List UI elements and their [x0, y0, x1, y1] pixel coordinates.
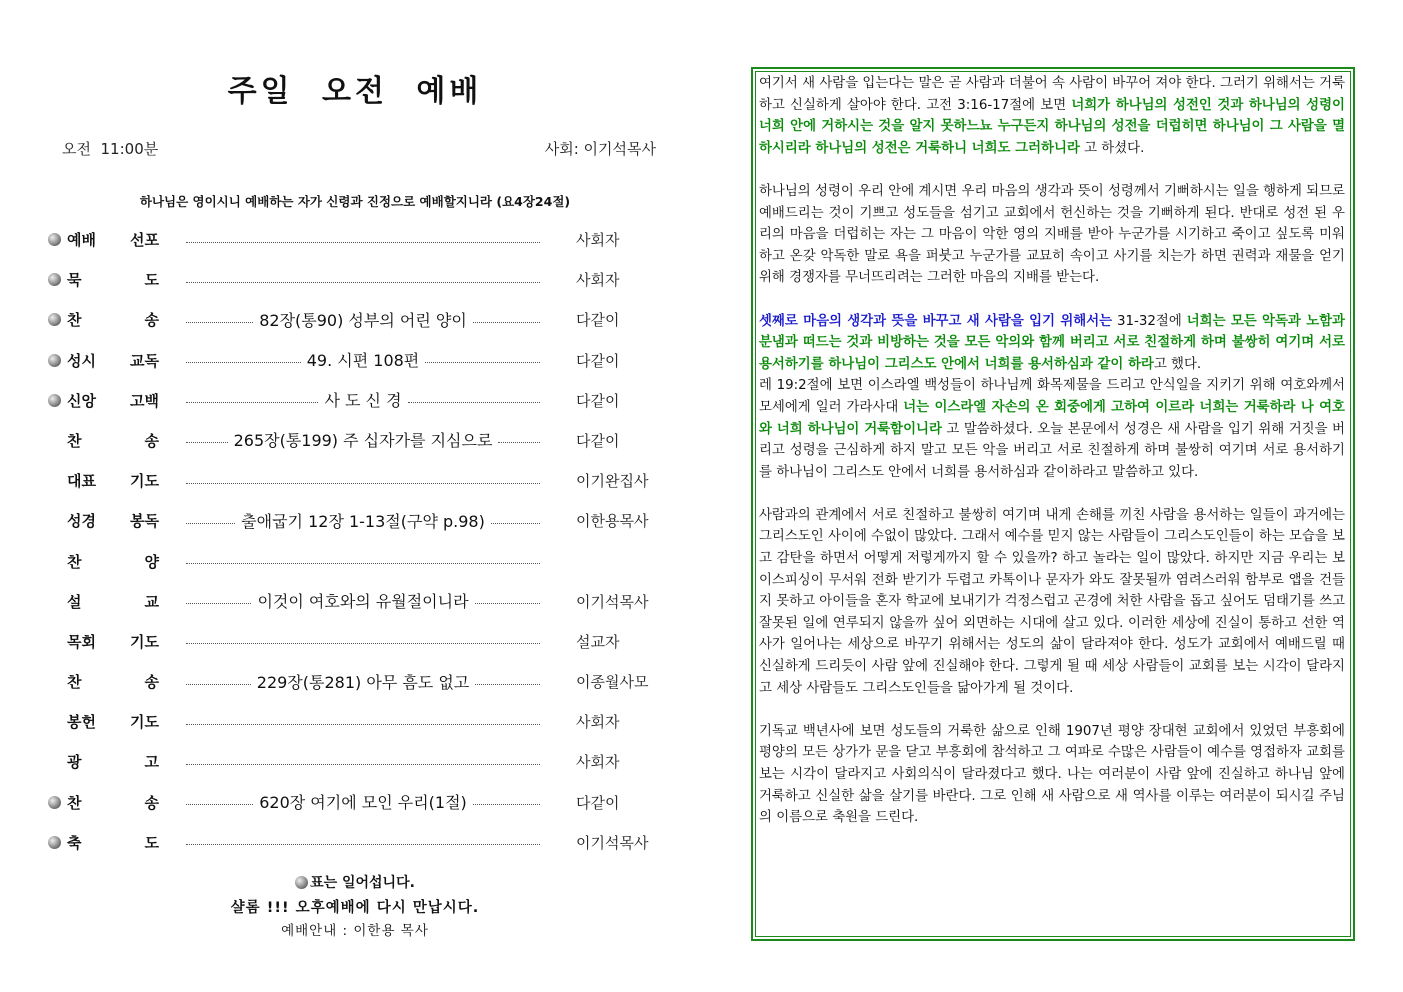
- order-item-name: 광 고: [67, 753, 159, 772]
- sermon-run: 고 말씀하셨다. 오늘 본문에서 성경은 새 사람을 입기 위해 거짓을 버리고 성령을 근심하게 하지 말고 모든 악을 버리고 서로 친절하게 하며 불쌍히 여기며 서로 용서하기를 하나님이 그리스도 안에서 너희를 용서하심과 같이하라고 말씀하고 있다.: [759, 421, 1345, 480]
- order-item-name: 신앙 고백: [67, 391, 159, 410]
- order-item: [40, 825, 670, 865]
- dotted-leader: [186, 844, 540, 845]
- sermon-run: 고 하셨다.: [1079, 140, 1145, 156]
- order-item-name: 성경 봉독: [67, 512, 159, 531]
- order-item-leader-line: [186, 548, 540, 574]
- order-item-person: 사회자: [576, 271, 620, 290]
- sermon-panel: [751, 67, 1355, 941]
- standing-bullet-icon: [48, 836, 61, 849]
- order-item-leader-line: [186, 748, 540, 774]
- order-item: [40, 785, 670, 825]
- dotted-leader: [186, 643, 540, 644]
- order-item: [40, 463, 670, 503]
- order-item-name: 목회 기도: [67, 632, 159, 651]
- standing-bullet-icon: [48, 796, 61, 809]
- order-item-leader-line: [186, 387, 540, 413]
- order-item-leader-line: [186, 347, 540, 373]
- dotted-leader: [186, 523, 235, 524]
- order-item-content: 82장(통90) 성부의 어린 양이: [259, 310, 467, 330]
- order-item-name: 대표 기도: [67, 472, 159, 491]
- paragraph-gap: [759, 289, 1345, 311]
- order-item-content: 49. 시편 108편: [306, 351, 420, 371]
- dotted-leader: [475, 603, 540, 604]
- service-meta: [62, 138, 662, 160]
- order-item-name: 봉헌 기도: [67, 713, 159, 732]
- dotted-leader: [186, 563, 540, 564]
- dotted-leader: [186, 242, 540, 243]
- sermon-paragraph-2: [759, 181, 1345, 289]
- standing-bullet-icon: [295, 876, 308, 889]
- order-item-leader-line: [186, 829, 540, 855]
- order-item: [40, 624, 670, 664]
- service-footer: [40, 872, 670, 939]
- stand-note: [40, 872, 670, 892]
- order-item: [40, 423, 670, 463]
- order-item: [40, 262, 670, 302]
- sermon-paragraph-1: [759, 73, 1345, 159]
- dotted-leader: [186, 362, 301, 363]
- scripture-quote: 너희가 하나님의 성전인 것과 하나님의 성령이 너희 안에 거하시는 것을 알지 못하느뇨 누구든지 하나님의 성전을 더럽히면 하나님이 그 사람을 멸하시리라 하나님의 성전은 거룩하니 너희도 그러하니라: [759, 97, 1345, 156]
- dotted-leader: [425, 362, 540, 363]
- order-item-leader-line: [186, 266, 540, 292]
- order-item-name: 축 도: [67, 833, 159, 852]
- dotted-leader: [473, 804, 540, 805]
- service-guide: 예배안내 : 이한용 목사: [281, 923, 429, 939]
- service-presider: 사회: 이기석목사: [544, 140, 656, 158]
- order-item: [40, 343, 670, 383]
- standing-bullet-icon: [48, 273, 61, 286]
- order-item-name: 성시 교독: [67, 351, 159, 370]
- order-item-leader-line: [186, 708, 540, 734]
- sermon-text: [759, 73, 1345, 829]
- dotted-leader: [186, 764, 540, 765]
- paragraph-gap: [759, 483, 1345, 505]
- order-item-person: 사회자: [576, 231, 620, 249]
- dotted-leader: [475, 684, 540, 685]
- sermon-paragraph-3: [759, 311, 1345, 376]
- sermon-run: 하나님의 성령이 우리 안에 계시면 우리 마음의 생각과 뜻이 성령께서 기뻐하시는 일을 행하게 되므로 예배드리는 것이 기쁘고 성도들을 섬기고 교회에서 헌신하는 것을 기뻐하게 된다. 반대로 성전 된 우리의 마음을 더럽히는 자는 그 마음이 악한 영의 지배를 받아 누군가를 시기하고 죽이고 싶도록 미워하고 온갖 악독한 말로 욕을 퍼붓고 누군가를 교묘히 속이고 사기를 치는가 하면 권력과 재물을 얻기 위해 경쟁자를 무너뜨리려는 그러한 마음의 지배를 받는다.: [759, 183, 1345, 286]
- sermon-run: 사람과의 관계에서 서로 친절하고 불쌍히 여기며 내게 손해를 끼친 사람을 용서하는 일들이 과거에는 그리스도인 사이에 수없이 많았다. 그래서 예수를 믿지 않는 사람들이 그리스도인들이 하는 모습을 보고 감탄을 하면서 어떻게 저렇게까지 할 수 있을까? 하고 놀라는 일이 많았다. 하지만 지금 우리는 보이스피싱이 무서워 전화 받기가 두렵고 카톡이나 문자가 와도 잘못될까 염려스러워 함부로 앱을 건들지 못하고 아이들을 혼자 학교에 보내기가 걱정스럽고 곤경에 처한 사람을 돕고 싶어도 덤태기를 쓰고 잘못된 일에 연루되지 않을까 싶어 외면하는 시대에 살고 있다. 이러한 세상에 진실이 통하고 선한 역사가 일어나는 세상으로 바꾸기 위해서는 성도의 삶이 달라져야 한다. 성도가 교회에서 예배드릴 때 신실하게 드리듯이 사람 앞에 진실해야 한다. 그렇게 될 때 세상 사람들이 교회를 보는 시각이 달라지고 세상 사람들도 그리스도인들을 닮아가게 될 것이다.: [759, 507, 1345, 696]
- order-item: [40, 222, 670, 262]
- order-item-content: 사 도 신 경: [324, 391, 402, 411]
- order-item-leader-line: [186, 507, 540, 533]
- order-item: [40, 503, 670, 543]
- order-item-content: 620장 여기에 모인 우리(1절): [259, 793, 467, 813]
- order-item-person: 다같이: [576, 431, 620, 450]
- order-item-name: 예배 선포: [67, 231, 159, 249]
- order-item-leader-line: [186, 226, 540, 252]
- service-time: 오전 11:00분: [62, 140, 159, 158]
- theme-verse: 하나님은 영이시니 예배하는 자가 신령과 진정으로 예배할지니라 (요4장24절): [139, 194, 571, 209]
- order-item-leader-line: [186, 588, 540, 614]
- standing-bullet-icon: [48, 233, 61, 246]
- dotted-leader: [186, 724, 540, 725]
- order-list: [40, 222, 670, 865]
- dotted-leader: [186, 402, 318, 403]
- standing-bullet-icon: [48, 394, 61, 407]
- order-item: [40, 302, 670, 342]
- order-item-person: 다같이: [576, 793, 620, 812]
- scripture-quote: 너희는 모든 악독과 노함과 분냄과 떠드는 것과 비방하는 것을 모든 악의와 함께 버리고 서로 친절하게 하며 불쌍히 여기며 서로 용서하기를 하나님이 그리스도 안에서 너희를 용서하심과 같이 하라: [759, 313, 1345, 372]
- order-item-name: 묵 도: [67, 271, 159, 290]
- order-item-name: 찬 송: [67, 431, 159, 450]
- order-item-leader-line: [186, 306, 540, 332]
- order-item: [40, 704, 670, 744]
- order-item-content: 229장(통281) 아무 흠도 없고: [256, 672, 470, 692]
- order-item-person: 이한용목사: [576, 512, 649, 531]
- dotted-leader: [498, 442, 540, 443]
- order-item-leader-line: [186, 628, 540, 654]
- order-item-leader-line: [186, 668, 540, 694]
- order-item-name: 찬 송: [67, 311, 159, 330]
- order-item-name: 설 교: [67, 592, 159, 611]
- page-title: 주일 오전 예배: [227, 74, 483, 109]
- order-item-person: 이기완집사: [576, 472, 649, 491]
- dotted-leader: [491, 523, 540, 524]
- order-item-leader-line: [186, 789, 540, 815]
- order-item-name: 찬 양: [67, 552, 159, 571]
- order-of-service: [40, 60, 670, 940]
- order-item-content: 출애굽기 12장 1-13절(구약 p.98): [241, 511, 485, 531]
- order-item-person: 다같이: [576, 391, 620, 410]
- sermon-point: 셋째로 마음의 생각과 뜻을 바꾸고 새 사람을 입기 위해서는: [759, 313, 1113, 329]
- dotted-leader: [473, 322, 540, 323]
- dotted-leader: [408, 402, 540, 403]
- sermon-paragraph-5: [759, 505, 1345, 699]
- order-item: [40, 664, 670, 704]
- sermon-run: 31-32절에: [1112, 313, 1187, 329]
- dotted-leader: [186, 684, 251, 685]
- dotted-leader: [186, 804, 253, 805]
- order-item-leader-line: [186, 467, 540, 493]
- scripture-quote: 너는 이스라엘 자손의 온 회중에게 고하여 이르라 너희는 거룩하라 나 여호와 너희 하나님이 거룩함이니라: [759, 399, 1345, 437]
- order-item-person: 이기석목사: [576, 592, 649, 611]
- closing-greeting: 샬롬 !!! 오후예배에 다시 만납시다.: [230, 900, 480, 916]
- order-item: [40, 584, 670, 624]
- order-item-person: 이기석목사: [576, 833, 649, 852]
- order-item: [40, 544, 670, 584]
- stand-note-text: 표는 일어섭니다.: [310, 875, 415, 891]
- order-item-person: 설교자: [576, 632, 620, 651]
- order-item-person: 이종월사모: [576, 673, 649, 692]
- dotted-leader: [186, 603, 251, 604]
- order-item-person: 다같이: [576, 351, 620, 370]
- order-item: [40, 744, 670, 784]
- dotted-leader: [186, 442, 228, 443]
- order-item-person: 사회자: [576, 753, 620, 772]
- sermon-run: 고 했다.: [1153, 356, 1202, 372]
- order-item-name: 찬 송: [67, 673, 159, 692]
- order-item-person: 다같이: [576, 311, 620, 330]
- paragraph-gap: [759, 159, 1345, 181]
- sermon-run: 기독교 백년사에 보면 성도들의 거룩한 삶으로 인해 1907년 평양 장대현 교회에서 있었던 부흥회에 평양의 모든 상가가 문을 닫고 부흥회에 참석하고 그 여파로 수많은 사람들이 예수를 영접하자 교회를 보는 시각이 달라지고 사회의식이 달라졌다고 했다. 나는 여러분이 사람 앞에 진실하고 하나님 앞에 거룩하고 신실한 삶을 살기를 바란다. 그로 인해 새 사람으로 새 역사를 이루는 여러분이 되시길 주님의 이름으로 축원을 드린다.: [759, 723, 1345, 826]
- sermon-run: 여기서 새 사람을 입는다는 말은 곧 사람과 더불어 속 사람이 바꾸어 져야 한다. 그러기 위해서는 거룩하고 신실하게 살아야 한다. 고전 3:16-17절에 보면: [759, 76, 1345, 113]
- sermon-paragraph-6: [759, 721, 1345, 829]
- order-item-content: 265장(통199) 주 십자가를 지심으로: [233, 431, 493, 451]
- standing-bullet-icon: [48, 354, 61, 367]
- standing-bullet-icon: [48, 313, 61, 326]
- paragraph-gap: [759, 699, 1345, 721]
- order-item: [40, 383, 670, 423]
- order-item-name: 찬 송: [67, 793, 159, 812]
- order-item-person: 사회자: [576, 713, 620, 732]
- sermon-run: 레 19:2절에 보면 이스라엘 백성들이 하나님께 화목제물을 드리고 안식일을 지키기 위해 여호와께서 모세에게 일러 가라사대: [759, 378, 1345, 415]
- dotted-leader: [186, 322, 253, 323]
- order-item-leader-line: [186, 427, 540, 453]
- sermon-paragraph-4: [759, 375, 1345, 483]
- order-item-content: 이것이 여호와의 유월절이니라: [257, 592, 469, 612]
- dotted-leader: [186, 483, 540, 484]
- dotted-leader: [186, 282, 540, 283]
